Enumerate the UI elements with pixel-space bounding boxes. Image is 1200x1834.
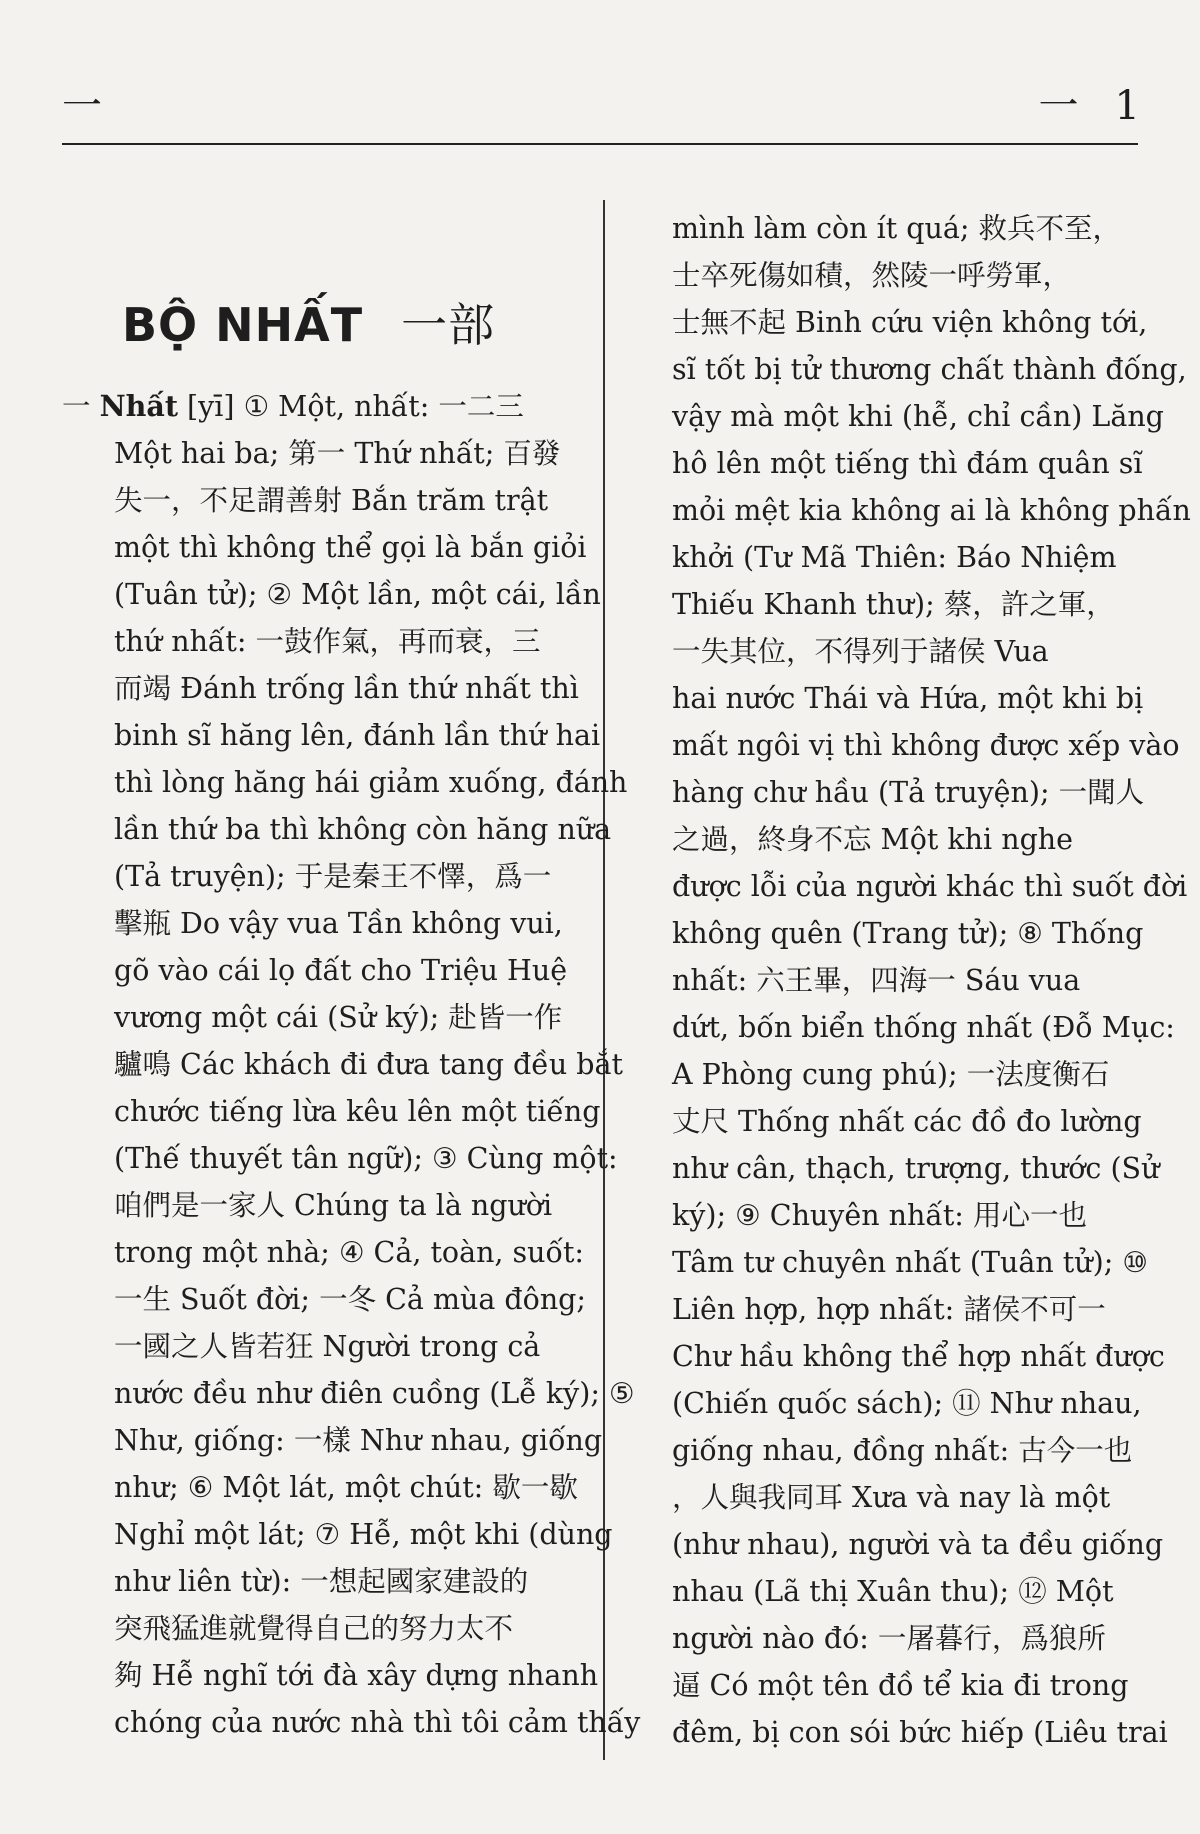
text-line: chước tiếng lừa kêu lên một tiếng [114, 1095, 601, 1128]
text-line: Một hai ba; 第一 Thứ nhất; 百發 [114, 437, 561, 470]
text-line: dứt, bốn biển thống nhất (Đỗ Mục: [672, 1011, 1175, 1044]
text-line: Liên hợp, hợp nhất: 諸侯不可一 [672, 1293, 1106, 1326]
text-line: sĩ tốt bị tử thương chất thành đống, [672, 353, 1187, 386]
entry-line-0: ① Một, nhất: 一二三 [243, 390, 524, 423]
text-line: hai nước Thái và Hứa, một khi bị [672, 682, 1144, 715]
text-line: Tâm tư chuyên nhất (Tuân tử); ⑩ [672, 1246, 1148, 1279]
text-line: 士卒死傷如積，然陵一呼勞軍， [672, 259, 1072, 292]
text-line: hô lên một tiếng thì đám quân sĩ [672, 447, 1143, 480]
header-rule [62, 143, 1138, 145]
text-line: 突飛猛進就覺得自己的努力太不 [114, 1612, 514, 1645]
text-line: 咱們是一家人 Chúng ta là người [114, 1189, 553, 1222]
text-line: khởi (Tư Mã Thiên: Báo Nhiệm [672, 541, 1117, 574]
text-line: trong một nhà; ④ Cả, toàn, suốt: [114, 1236, 585, 1269]
text-line: (Tả truyện); 于是秦王不懌，爲一 [114, 860, 552, 893]
text-line: 一國之人皆若狂 Người trong cả [114, 1330, 541, 1363]
text-line: Chư hầu không thể hợp nhất được [672, 1340, 1165, 1373]
text-line: giống nhau, đồng nhất: 古今一也 [672, 1434, 1133, 1467]
entry-head-line [62, 383, 582, 430]
text-line: vương một cái (Sử ký); 赴皆一作 [114, 1001, 563, 1034]
text-line: chóng của nước nhà thì tôi cảm thấy [114, 1706, 641, 1739]
entry-glyph: 一 [62, 390, 91, 423]
text-line: nhau (Lã thị Xuân thu); ⑫ Một [672, 1575, 1114, 1608]
text-line: 之過，終身不忘 Một khi nghe [672, 823, 1074, 856]
text-line: Thiếu Khanh thư); 蔡，許之軍， [672, 588, 1115, 621]
text-line: Như, giống: 一樣 Như nhau, giống [114, 1424, 603, 1457]
text-line: nước đều như điên cuồng (Lễ ký); ⑤ [114, 1377, 635, 1410]
entry-headword: Nhất [99, 389, 178, 423]
page-number: 1 [1114, 83, 1140, 129]
text-line: (Chiến quốc sách); ⑪ Như nhau, [672, 1387, 1142, 1420]
text-line: (Thế thuyết tân ngữ); ③ Cùng một: [114, 1142, 618, 1175]
header-right-glyph: 一 [1038, 83, 1079, 129]
text-line: hàng chư hầu (Tả truyện); 一聞人 [672, 776, 1145, 809]
section-title-cjk: 一部 [401, 298, 496, 352]
text-line: gõ vào cái lọ đất cho Triệu Huệ [114, 954, 568, 987]
text-line: đêm, bị con sói bức hiếp (Liêu trai [672, 1716, 1168, 1749]
left-column [62, 205, 641, 1746]
text-line: 失一，不足謂善射 Bắn trăm trật [114, 484, 549, 517]
text-line: mất ngôi vị thì không được xếp vào [672, 729, 1180, 762]
text-line: thứ nhất: 一鼓作氣，再而衰，三 [114, 625, 541, 658]
text-line: 丈尺 Thống nhất các đồ đo lường [672, 1105, 1142, 1138]
text-line: 士無不起 Binh cứu viện không tới, [672, 306, 1148, 339]
text-line: thì lòng hăng hái giảm xuống, đánh [114, 766, 628, 799]
text-line: ký); ⑨ Chuyên nhất: 用心一也 [672, 1199, 1087, 1232]
text-line: 驢鳴 Các khách đi đưa tang đều bắt [114, 1048, 623, 1081]
header-right [1038, 83, 1140, 129]
text-line: nhất: 六王畢，四海一 Sáu vua [672, 964, 1081, 997]
text-line: mình làm còn ít quá; 救兵不至， [672, 212, 1122, 245]
text-line: 逼 Có một tên đồ tể kia đi trong [672, 1669, 1129, 1702]
text-line: Nghỉ một lát; ⑦ Hễ, một khi (dùng [114, 1518, 613, 1551]
text-line: người nào đó: 一屠暮行，爲狼所 [672, 1622, 1106, 1655]
text-line: 一失其位，不得列于諸侯 Vua [672, 635, 1049, 668]
text-line: như; ⑥ Một lát, một chút: 歇一歇 [114, 1471, 578, 1504]
text-line: vậy mà một khi (hễ, chỉ cần) Lăng [672, 400, 1164, 433]
text-line: binh sĩ hăng lên, đánh lần thứ hai [114, 719, 601, 752]
text-line: ，人與我同耳 Xưa và nay là một [672, 1481, 1111, 1514]
text-line: (như nhau), người và ta đều giống [672, 1528, 1164, 1561]
text-line: A Phòng cung phú); 一法度衡石 [672, 1058, 1110, 1091]
text-line: (Tuân tử); ② Một lần, một cái, lần [114, 578, 601, 611]
section-title-vn: BỘ NHẤT [122, 298, 364, 352]
text-line: như liên từ): 一想起國家建設的 [114, 1565, 529, 1598]
text-line: lần thứ ba thì không còn hăng nữa [114, 813, 612, 846]
text-line: như cân, thạch, trượng, thước (Sử [672, 1152, 1160, 1185]
text-line: 而竭 Đánh trống lần thứ nhất thì [114, 672, 579, 705]
right-column [672, 205, 1191, 1756]
text-line: mỏi mệt kia không ai là không phấn [672, 494, 1191, 527]
entry-pinyin: [yī] [187, 390, 235, 423]
text-line: được lỗi của người khác thì suốt đời [672, 870, 1188, 903]
text-line: 夠 Hễ nghĩ tới đà xây dựng nhanh [114, 1659, 599, 1692]
text-line: không quên (Trang tử); ⑧ Thống [672, 917, 1144, 950]
section-title [122, 295, 582, 355]
text-line: một thì không thể gọi là bắn giỏi [114, 531, 587, 564]
text-line: 一生 Suốt đời; 一冬 Cả mùa đông; [114, 1283, 587, 1316]
text-line: 擊瓶 Do vậy vua Tần không vui, [114, 907, 563, 940]
right-column-text [672, 205, 1191, 1756]
left-column-text [62, 430, 641, 1746]
header-left-glyph: 一 [62, 83, 102, 129]
